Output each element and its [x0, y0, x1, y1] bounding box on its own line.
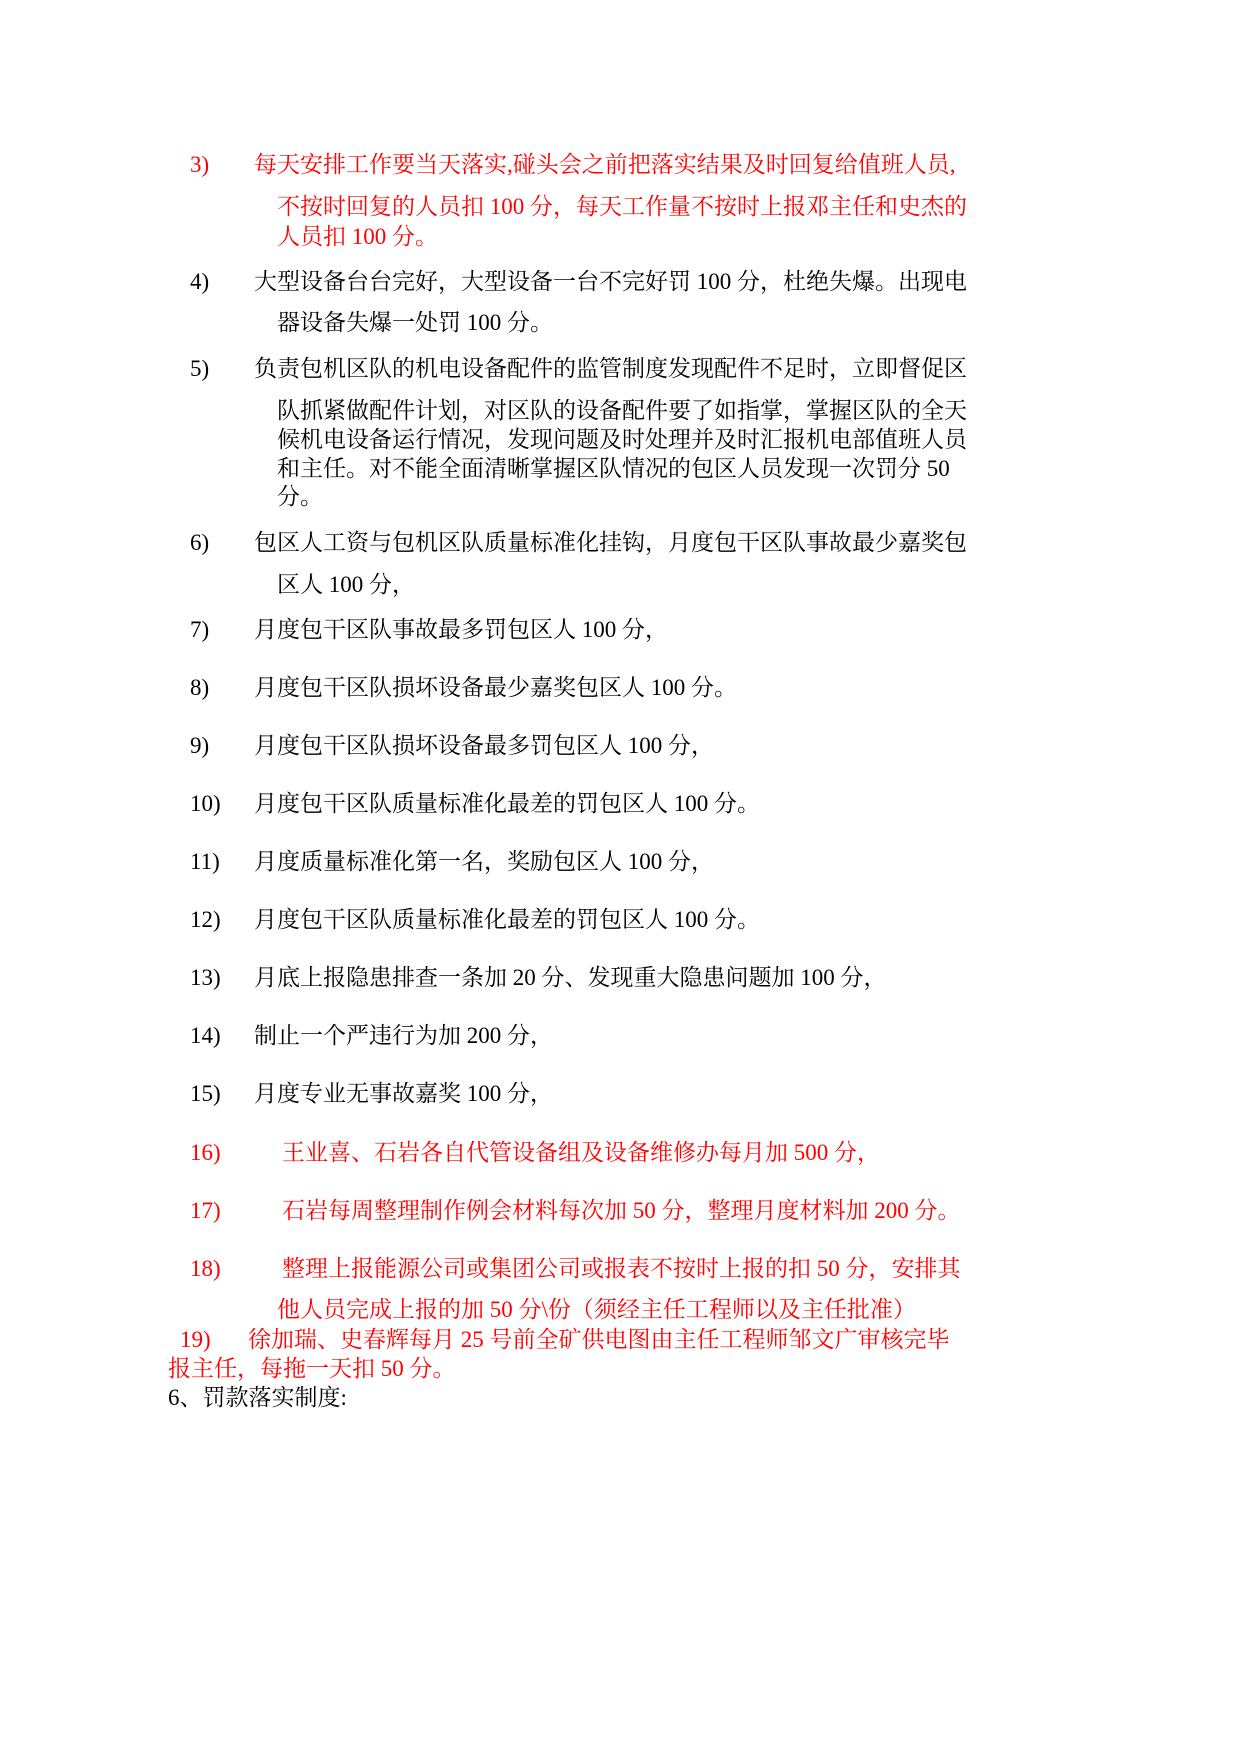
- item-text: 队抓紧做配件计划，对区队的设备配件要了如指掌，掌握区队的全天: [277, 398, 967, 423]
- item-text: 王业喜、石岩各自代管设备组及设备维修办每月加 500 分，: [282, 1140, 880, 1165]
- item-text: 负责包机区队的机电设备配件的监管制度发现配件不足时，立即督促区: [254, 356, 967, 381]
- item-text: 月度包干区队质量标准化最差的罚包区人 100 分。: [254, 907, 760, 932]
- item-number: 10): [190, 791, 221, 816]
- item-text: 制止一个严违行为加 200 分，: [254, 1023, 553, 1048]
- item-number: 4): [190, 269, 210, 294]
- item-text: 不按时回复的人员扣 100 分，每天工作量不按时上报邓主任和史杰的: [277, 194, 967, 219]
- item-number: 17): [190, 1198, 221, 1223]
- item-text: 器设备失爆一处罚 100 分。: [277, 310, 553, 335]
- item-text: 和主任。对不能全面清晰掌握区队情况的包区人员发现一次罚分 50: [277, 456, 950, 481]
- item-text: 区人 100 分，: [277, 572, 415, 597]
- item-number: 16): [190, 1140, 221, 1165]
- item-number: 19): [180, 1327, 211, 1352]
- item-text: 月度质量标准化第一名，奖励包区人 100 分，: [254, 849, 714, 874]
- item-text: 人员扣 100 分。: [277, 224, 438, 249]
- item-number: 18): [190, 1256, 221, 1281]
- item-text: 每天安排工作要当天落实,碰头会之前把落实结果及时回复给值班人员,: [254, 152, 956, 177]
- item-text: 大型设备台台完好，大型设备一台不完好罚 100 分，杜绝失爆。出现电: [254, 269, 967, 294]
- item-number: 5): [190, 356, 210, 381]
- item-text: 整理上报能源公司或集团公司或报表不按时上报的扣 50 分，安排其: [282, 1256, 961, 1281]
- item-number: 14): [190, 1023, 221, 1048]
- item-number: 12): [190, 907, 221, 932]
- item-number: 3): [190, 152, 210, 177]
- item-text: 月度专业无事故嘉奖 100 分，: [254, 1081, 553, 1106]
- item-text: 分。: [277, 484, 323, 509]
- item-text: 包区人工资与包机区队质量标准化挂钩，月度包干区队事故最少嘉奖包: [254, 530, 967, 555]
- section-heading: 6、罚款落实制度:: [168, 1385, 347, 1410]
- item-number: 8): [190, 675, 210, 700]
- item-number: 15): [190, 1081, 221, 1106]
- item-text: 月度包干区队损坏设备最多罚包区人 100 分，: [254, 733, 714, 758]
- item-number: 13): [190, 965, 221, 990]
- item-number: 9): [190, 733, 210, 758]
- item-text: 月度包干区队质量标准化最差的罚包区人 100 分。: [254, 791, 760, 816]
- item-text: 他人员完成上报的加 50 分\份（须经主任工程师以及主任批准）: [277, 1297, 916, 1322]
- item-text: 徐加瑞、史春辉每月 25 号前全矿供电图由主任工程师邹文广审核完毕: [248, 1327, 950, 1352]
- item-text: 候机电设备运行情况，发现问题及时处理并及时汇报机电部值班人员: [277, 427, 967, 452]
- item-text: 月度包干区队事故最多罚包区人 100 分，: [254, 617, 668, 642]
- item-text: 月度包干区队损坏设备最少嘉奖包区人 100 分。: [254, 675, 737, 700]
- item-number: 11): [190, 849, 220, 874]
- item-text: 报主任，每拖一天扣 50 分。: [168, 1356, 456, 1381]
- item-text: 石岩每周整理制作例会材料每次加 50 分，整理月度材料加 200 分。: [282, 1198, 961, 1223]
- item-text: 月底上报隐患排查一条加 20 分、发现重大隐患问题加 100 分，: [254, 965, 887, 990]
- item-number: 7): [190, 617, 210, 642]
- item-number: 6): [190, 530, 210, 555]
